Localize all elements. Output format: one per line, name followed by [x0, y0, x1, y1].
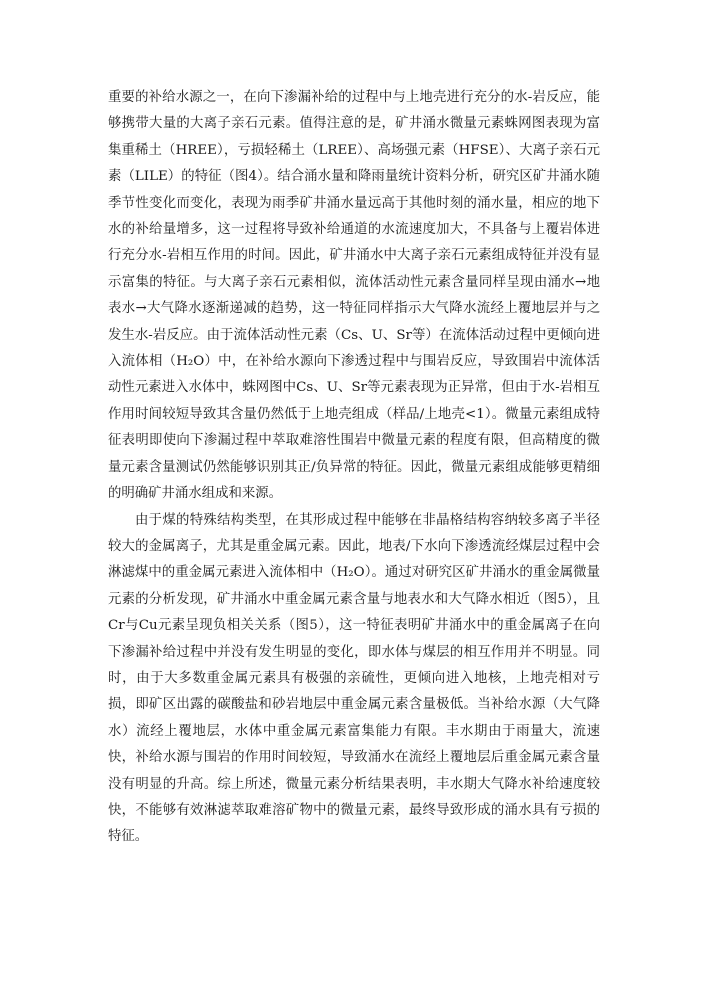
- document-page: [108, 85, 600, 851]
- body-paragraph-2: 由于煤的特殊结构类型，在其形成过程中能够在非晶格结构容纳较多离子半径较大的金属离子，尤其是重金属元素。因此，地表/下水向下渗透流经煤层过程中会淋滤煤中的重金属元素进入流体相中（H₂O）。通过对研究区矿井涌水的重金属微量元素的分析发现，矿井涌水中重金属元素含量与地表水和大气降水相近（图5），且Cr与Cu元素呈现负相关关系（图5），这一特征表明矿井涌水中的重金属离子在向下渗漏补给过程中并没有发生明显的变化，即水体与煤层的相互作用并不明显。同时，由于大多数重金属元素具有极强的亲硫性，更倾向进入地核，上地壳相对亏损，即矿区出露的碳酸盐和砂岩地层中重金属元素含量极低。当补给水源（大气降水）流经上覆地层，水体中重金属元素富集能力有限。丰水期由于雨量大，流速快，补给水源与围岩的作用时间较短，导致涌水在流经上覆地层后重金属元素含量没有明显的升高。综上所述，微量元素分析结果表明，丰水期大气降水补给速度较快，不能够有效淋滤萃取难溶矿物中的微量元素，最终导致形成的涌水具有亏损的特征。: [108, 512, 600, 845]
- body-paragraph-1: 重要的补给水源之一，在向下渗漏补给的过程中与上地壳进行充分的水-岩反应，能够携带大量的大离子亲石元素。值得注意的是，矿井涌水微量元素蛛网图表现为富集重稀土（HREE），亏损轻稀土（LREE）、高场强元素（HFSE）、大离子亲石元素（LILE）的特征（图4）。结合涌水量和降雨量统计资料分析，研究区矿井涌水随季节性变化而变化，表现为雨季矿井涌水量远高于其他时刻的涌水量，相应的地下水的补给量增多，这一过程将导致补给通道的水流速度加大，不具备与上覆岩体进行充分水-岩相互作用的时间。因此，矿井涌水中大离子亲石元素组成特征并没有显示富集的特征。与大离子亲石元素相似，流体活动性元素含量同样呈现由涌水→地表水→大气降水逐渐递减的趋势，这一特征同样指示大气降水流经上覆地层并与之发生水-岩反应。由于流体活动性元素（Cs、U、Sr等）在流体活动过程中更倾向进入流体相（H₂O）中，在补给水源向下渗透过程中与围岩反应，导致围岩中流体活动性元素进入水体中，蛛网图中Cs、U、Sr等元素表现为正异常，但由于水-岩相互作用时间较短导致其含量仍然低于上地壳组成（样品/上地壳<1）。微量元素组成特征表明即使向下渗漏过程中萃取难溶性围岩中微量元素的程度有限，但高精度的微量元素含量测试仍然能够识别其正/负异常的特征。因此，微量元素组成能够更精细的明确矿井涌水组成和来源。: [108, 90, 600, 502]
